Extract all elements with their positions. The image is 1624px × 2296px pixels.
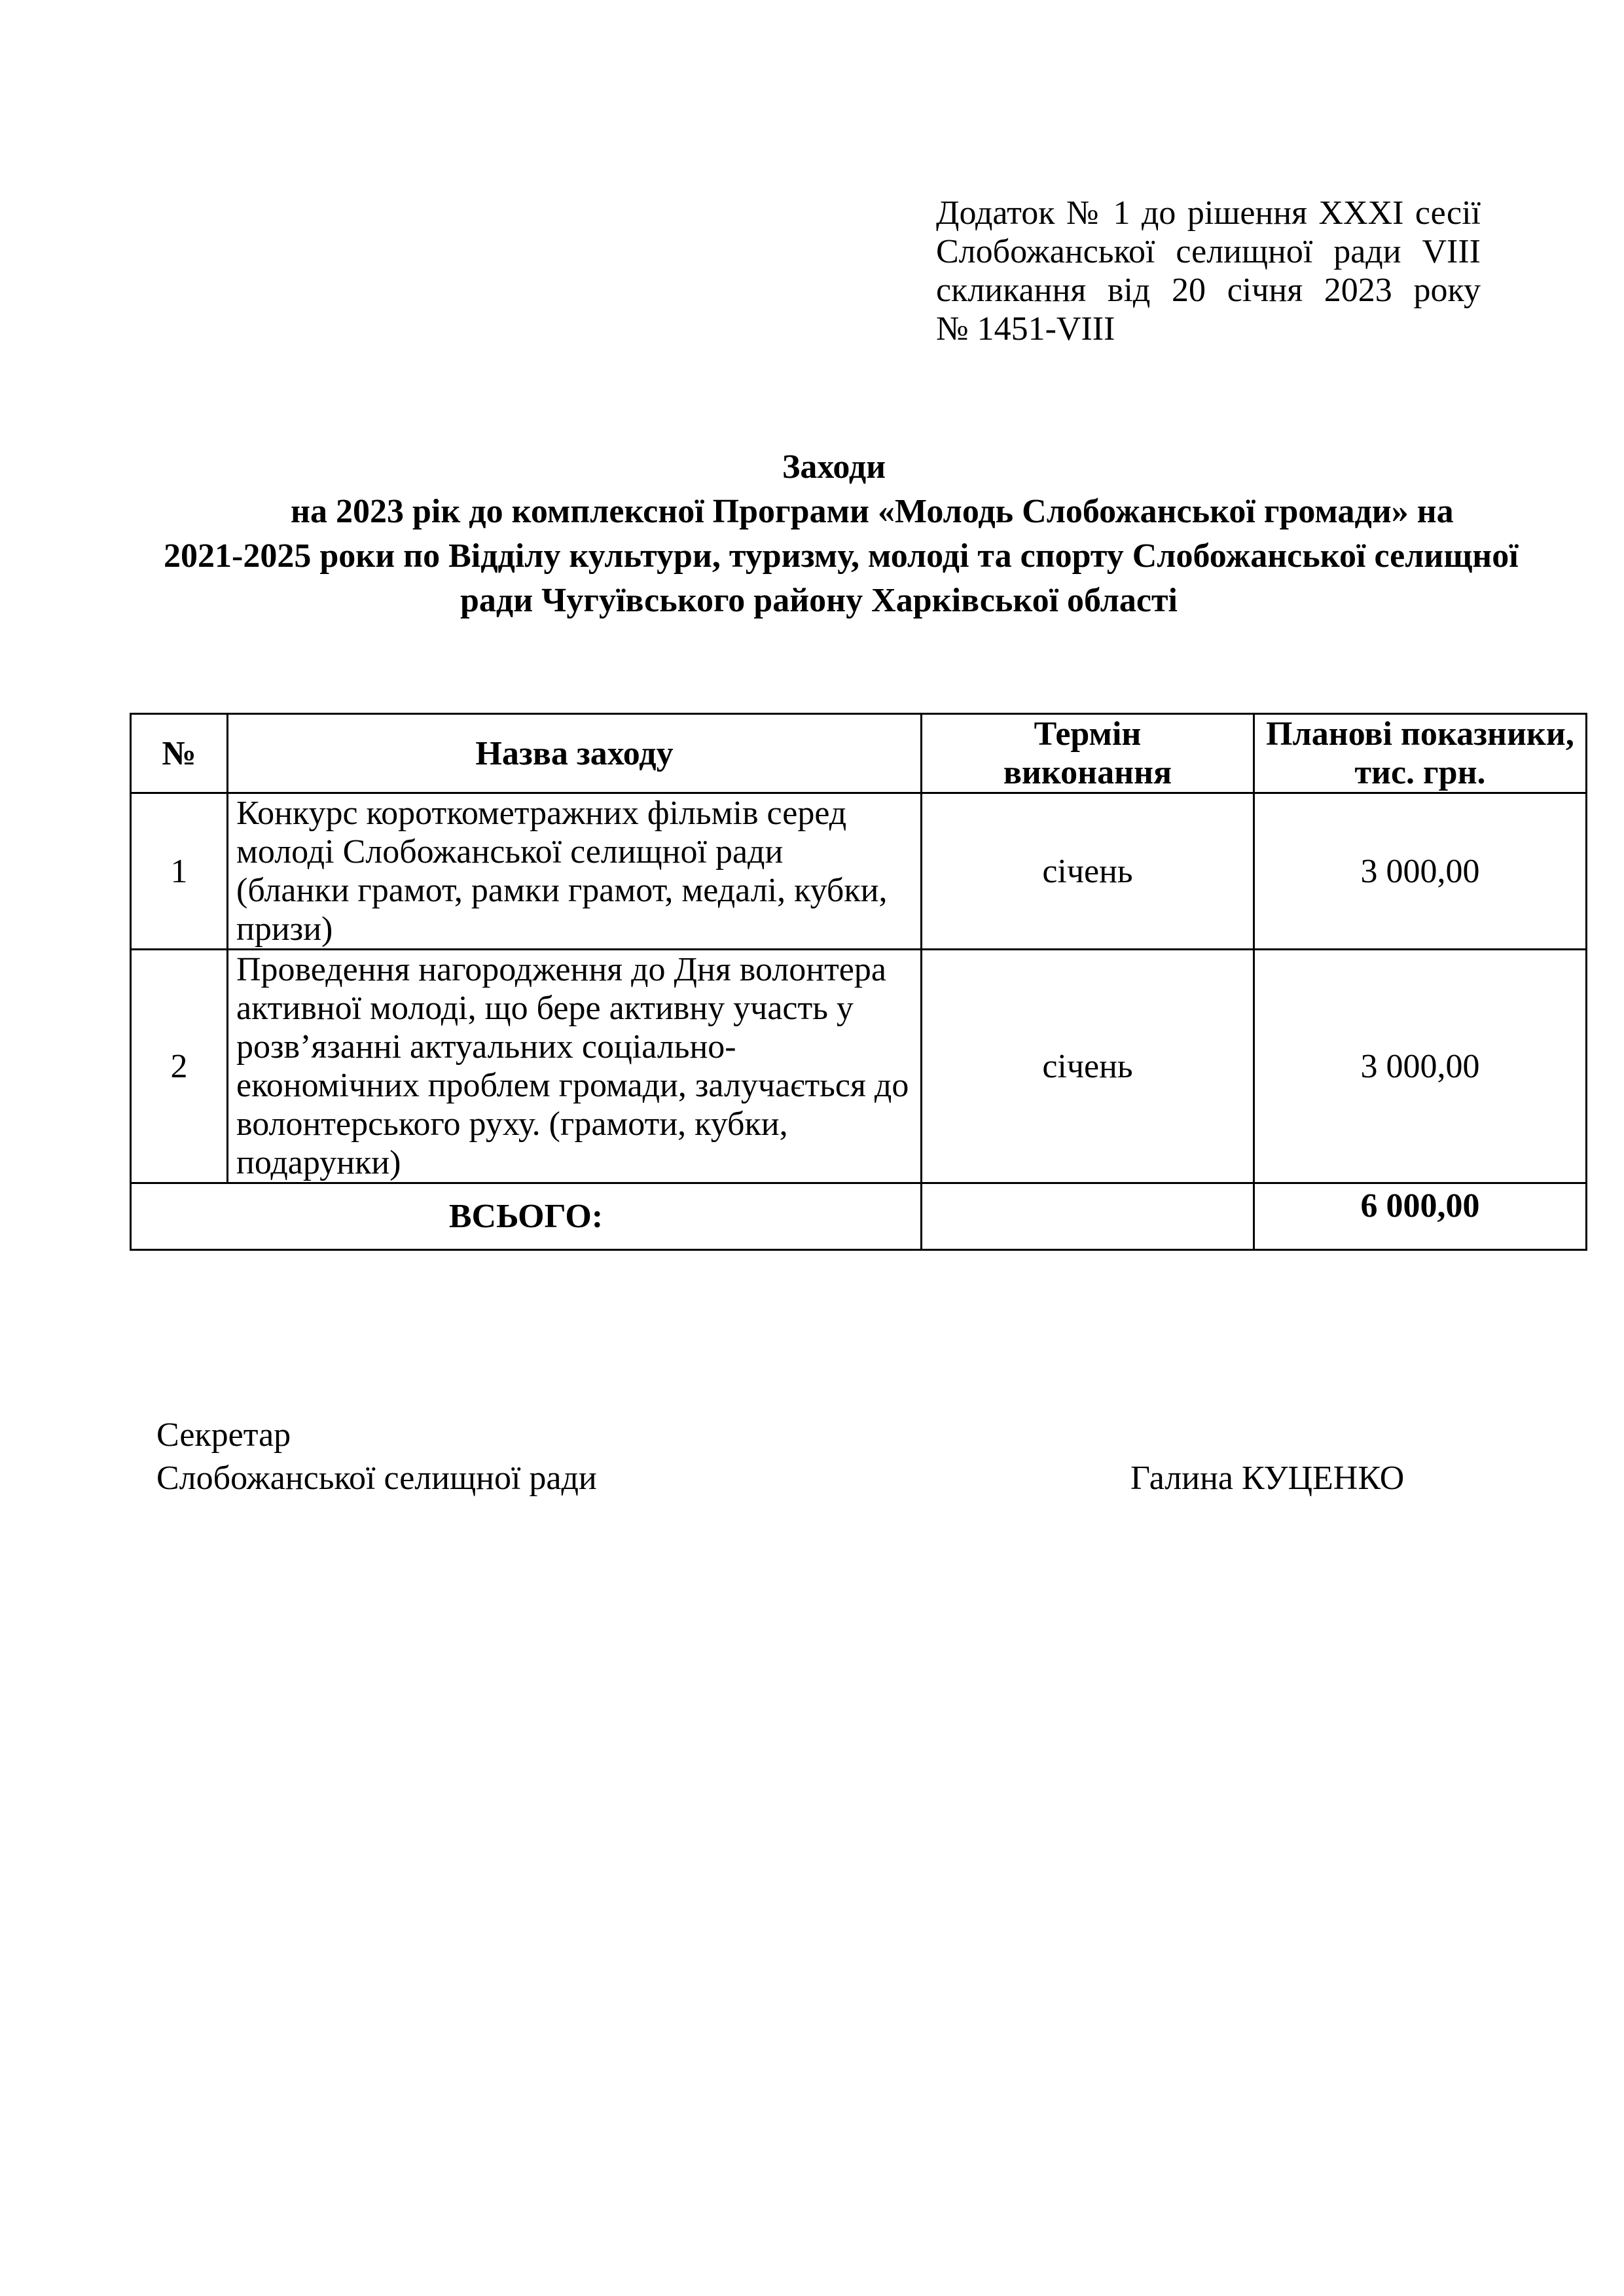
addendum-line: Слобожанської селищної ради VIII <box>936 233 1481 270</box>
signature-organization: Слобожанської селищної ради <box>156 1460 597 1497</box>
header-name: Назва заходу <box>228 714 922 793</box>
row-name-line: молоді Слобожанської селищної ради <box>236 833 784 870</box>
row-name-line: волонтерського руху. (грамоти, кубки, <box>236 1105 788 1143</box>
row-name-line: (бланки грамот, рамки грамот, медалі, кубки, <box>236 872 888 909</box>
signature-title: Секретар <box>156 1416 291 1454</box>
addendum-line: Додаток № 1 до рішення XXXI сесії <box>936 194 1481 232</box>
measures-table <box>130 713 1587 1251</box>
row-name-line: економічних проблем громади, залучається до <box>236 1067 909 1104</box>
row-name-line: Проведення нагородження до Дня волонтера <box>236 951 886 988</box>
title-line: ради Чугуївського району Харківської області <box>460 582 1178 619</box>
addendum-note <box>936 194 1481 348</box>
row-term: січень <box>922 793 1254 950</box>
addendum-line: скликання від 20 січня 2023 року <box>936 272 1481 309</box>
row-name-line: подарунки) <box>236 1144 401 1181</box>
row-num: 1 <box>131 793 228 950</box>
header-term <box>922 714 1254 793</box>
signature-name: Галина КУЦЕНКО <box>1130 1460 1405 1497</box>
header-term-line: виконання <box>1003 754 1172 791</box>
header-num: № <box>131 714 228 793</box>
row-name-line: призи) <box>236 910 333 948</box>
title-line: 2021-2025 роки по Відділу культури, туризму, молоді та спорту Слобожанської селищної <box>164 537 1519 575</box>
row-name-line: розв’язанні актуальних соціально- <box>236 1028 736 1066</box>
total-amount: 6 000,00 <box>1254 1183 1587 1250</box>
title-heading: Заходи <box>782 448 886 486</box>
signature-position <box>156 1414 597 1500</box>
document-title <box>131 445 1519 623</box>
table-header-row <box>131 714 1587 793</box>
row-name-line: Конкурс короткометражних фільмів серед <box>236 795 847 832</box>
row-name <box>228 950 922 1183</box>
total-term-empty <box>922 1183 1254 1250</box>
header-term-line: Термін <box>1034 715 1142 753</box>
table-row <box>131 950 1587 1183</box>
header-plan-line: Планові показники, <box>1266 715 1574 753</box>
row-name <box>228 793 922 950</box>
row-term: січень <box>922 950 1254 1183</box>
row-num: 2 <box>131 950 228 1183</box>
row-amount: 3 000,00 <box>1254 950 1587 1183</box>
title-line: на 2023 рік до комплексної Програми «Молодь Слобожанської громади» на <box>291 493 1454 530</box>
row-name-line: активної молоді, що бере активну участь у <box>236 990 854 1027</box>
header-plan <box>1254 714 1587 793</box>
total-label: ВСЬОГО: <box>131 1183 922 1250</box>
table-total-row <box>131 1183 1587 1250</box>
row-amount: 3 000,00 <box>1254 793 1587 950</box>
table-row <box>131 793 1587 950</box>
header-plan-line: тис. грн. <box>1354 754 1486 791</box>
addendum-line: № 1451-VIII <box>936 310 1115 348</box>
